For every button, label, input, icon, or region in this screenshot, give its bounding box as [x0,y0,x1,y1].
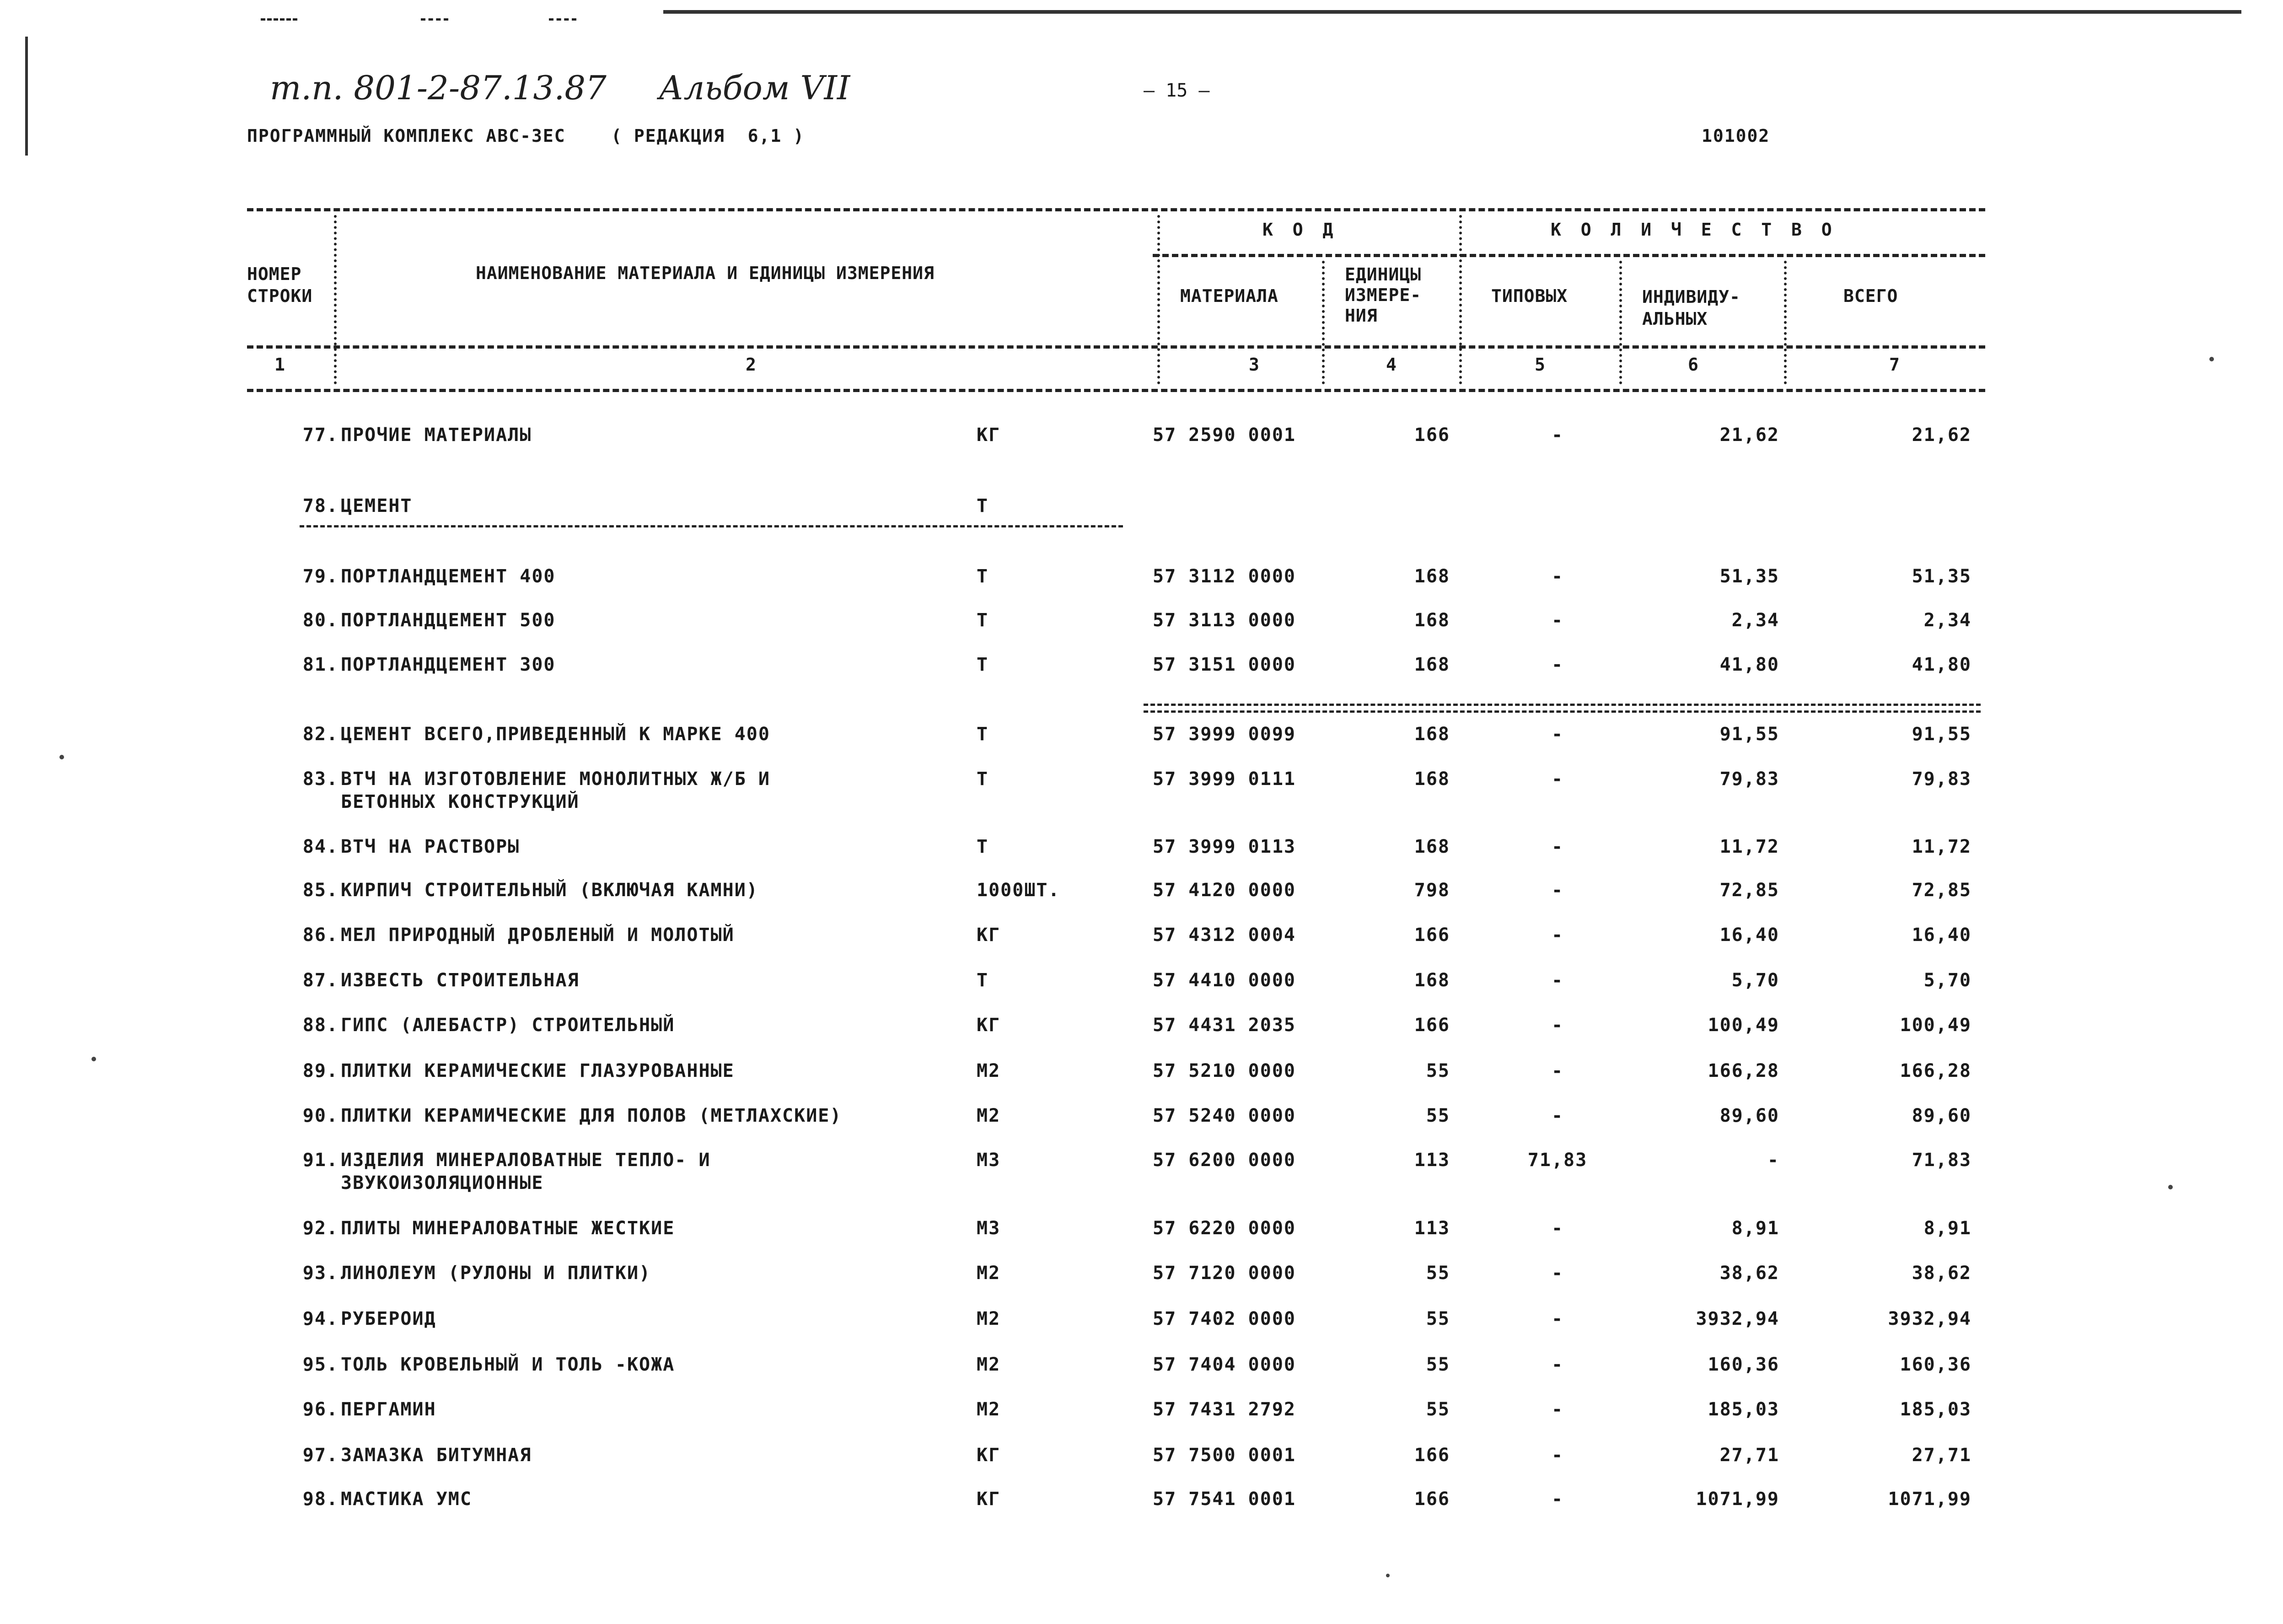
quantity-total: 27,71 [1912,1445,1971,1466]
cement-section-underline [300,525,1123,527]
row-number: 95. [302,1354,338,1375]
unit-code: 55 [1426,1060,1450,1081]
quantity-total: 21,62 [1912,425,1971,446]
column-header-material-code: МАТЕРИАЛА [1180,286,1278,306]
material-name: ГИПС (АЛЕБАСТР) СТРОИТЕЛЬНЫЙ [341,1015,675,1036]
quantity-individual: 8,91 [1731,1218,1779,1239]
unit-of-measure: КГ [977,925,1001,946]
material-name: ПЕРГАМИН [341,1399,436,1420]
quantity-individual: 91,55 [1719,724,1779,745]
quantity-total: 91,55 [1912,724,1971,745]
unit-code: 166 [1414,1015,1450,1036]
header-column-separator [1784,261,1787,384]
quantity-individual: 89,60 [1719,1105,1779,1126]
material-code: 57 4431 2035 [1153,1015,1296,1036]
quantity-total: 16,40 [1912,925,1971,946]
quantity-individual: 166,28 [1708,1060,1779,1081]
scan-speck [59,755,64,759]
unit-of-measure: М2 [977,1105,1001,1126]
material-name: ЦЕМЕНТ [341,495,413,516]
unit-of-measure: М3 [977,1150,1001,1171]
quantity-total: 160,36 [1900,1354,1971,1375]
row-number: 88. [302,1015,338,1036]
unit-of-measure: М2 [977,1354,1001,1375]
column-header-quantity-group: К О Л И Ч Е С Т В О [1551,220,1837,240]
quantity-total: 185,03 [1900,1399,1971,1420]
scan-top-dash [549,18,576,21]
material-code: 57 3112 0000 [1153,566,1296,587]
quantity-total: 166,28 [1900,1060,1971,1081]
quantity-individual: 2,34 [1731,610,1779,631]
column-header-typical: ТИПОВЫХ [1491,286,1568,306]
material-code: 57 3999 0111 [1153,769,1296,790]
unit-code: 166 [1414,425,1450,446]
column-header-individual: ИНДИВИДУ- АЛЬНЫХ [1642,287,1740,329]
unit-code: 55 [1426,1354,1450,1375]
quantity-typical: - [1551,1354,1564,1375]
unit-of-measure: КГ [977,1445,1001,1466]
quantity-typical: - [1551,654,1564,675]
quantity-individual: 41,80 [1719,654,1779,675]
unit-code: 113 [1414,1150,1450,1171]
unit-of-measure: М2 [977,1399,1001,1420]
quantity-individual: 21,62 [1719,425,1779,446]
unit-code: 55 [1426,1105,1450,1126]
quantity-total: 38,62 [1912,1263,1971,1284]
material-code: 57 7500 0001 [1153,1445,1296,1466]
unit-code: 166 [1414,925,1450,946]
unit-code: 113 [1414,1218,1450,1239]
unit-of-measure: Т [977,610,989,631]
row-number: 87. [302,970,338,991]
header-bottom-rule [247,345,1985,349]
material-code: 57 7404 0000 [1153,1354,1296,1375]
material-name: МЕЛ ПРИРОДНЫЙ ДРОБЛЕНЫЙ И МОЛОТЫЙ [341,925,735,946]
row-number: 77. [302,425,338,446]
scan-margin-mark [25,37,28,156]
header-column-separator [1157,215,1160,384]
quantity-individual: 72,85 [1719,880,1779,901]
column-header-total: ВСЕГО [1843,286,1898,306]
quantity-typical: - [1551,769,1564,790]
quantity-typical: - [1551,1218,1564,1239]
row-number: 80. [302,610,338,631]
unit-code: 166 [1414,1445,1450,1466]
unit-code: 55 [1426,1308,1450,1329]
row-number: 93. [302,1263,338,1284]
quantity-typical: - [1551,724,1564,745]
header-column-separator [1459,215,1462,384]
column-header-unit-code: ЕДИНИЦЫ ИЗМЕРЕ- НИЯ [1345,264,1422,326]
material-code: 57 3113 0000 [1153,610,1296,631]
material-name: ИЗДЕЛИЯ МИНЕРАЛОВАТНЫЕ ТЕПЛО- И [341,1150,711,1171]
unit-of-measure: 1000ШТ. [977,880,1060,901]
column-number-4: 4 [1386,355,1397,375]
unit-of-measure: КГ [977,1489,1001,1510]
row-number: 81. [302,654,338,675]
column-header-code-group: К О Д [1262,220,1338,240]
column-number-5: 5 [1535,355,1546,375]
unit-code: 168 [1414,769,1450,790]
quantity-individual: 11,72 [1719,836,1779,857]
material-code: 57 3151 0000 [1153,654,1296,675]
scan-top-dash [261,18,297,21]
quantity-typical: - [1551,1489,1564,1510]
row-number: 97. [302,1445,338,1466]
quantity-typical: - [1551,1105,1564,1126]
material-name: ЦЕМЕНТ ВСЕГО,ПРИВЕДЕННЫЙ К МАРКЕ 400 [341,724,770,745]
unit-code: 168 [1414,970,1450,991]
material-name: ПОРТЛАНДЦЕМЕНТ 400 [341,566,556,587]
unit-code: 798 [1414,880,1450,901]
unit-of-measure: Т [977,566,989,587]
material-code: 57 7541 0001 [1153,1489,1296,1510]
program-title: ПРОГРАММНЫЙ КОМПЛЕКС АВС-3ЕС ( РЕДАКЦИЯ 6,1 ) [247,126,805,146]
scan-speck [1386,1574,1390,1577]
quantity-typical: - [1551,925,1564,946]
material-name: ТОЛЬ КРОВЕЛЬНЫЙ И ТОЛЬ -КОЖА [341,1354,675,1375]
quantity-individual: 3932,94 [1696,1308,1779,1329]
column-numbers-rule [247,389,1985,392]
handwritten-project-reference: т.п. 801-2-87.13.87 [270,69,607,107]
material-name: ИЗВЕСТЬ СТРОИТЕЛЬНАЯ [341,970,580,991]
material-name: ПЛИТКИ КЕРАМИЧЕСКИЕ ГЛАЗУРОВАННЫЕ [341,1060,735,1081]
header-column-separator [334,215,337,384]
material-code: 57 4410 0000 [1153,970,1296,991]
scan-top-dash [421,18,448,21]
row-number: 85. [302,880,338,901]
material-name: ПЛИТЫ МИНЕРАЛОВАТНЫЕ ЖЕСТКИЕ [341,1218,675,1239]
table-top-rule [247,208,1985,211]
material-name: ПОРТЛАНДЦЕМЕНТ 500 [341,610,556,631]
material-name: ВТЧ НА ИЗГОТОВЛЕНИЕ МОНОЛИТНЫХ Ж/Б И [341,769,770,790]
unit-of-measure: КГ [977,1015,1001,1036]
quantity-typical: - [1551,1308,1564,1329]
cement-total-double-rule [1144,710,1981,713]
column-header-row-number: НОМЕР СТРОКИ [247,264,313,306]
material-name: ЛИНОЛЕУМ (РУЛОНЫ И ПЛИТКИ) [341,1263,651,1284]
handwritten-album-label: Альбом VII [659,69,850,107]
unit-code: 168 [1414,566,1450,587]
quantity-typical: - [1551,610,1564,631]
quantity-individual: 51,35 [1719,566,1779,587]
column-number-1: 1 [274,355,285,375]
quantity-individual: 79,83 [1719,769,1779,790]
material-code: 57 2590 0001 [1153,425,1296,446]
quantity-total: 5,70 [1923,970,1971,991]
quantity-typical: - [1551,1399,1564,1420]
unit-of-measure: Т [977,769,989,790]
row-number: 84. [302,836,338,857]
quantity-individual: 100,49 [1708,1015,1779,1036]
material-name: ВТЧ НА РАСТВОРЫ [341,836,520,857]
quantity-individual: 16,40 [1719,925,1779,946]
unit-of-measure: Т [977,970,989,991]
row-number: 89. [302,1060,338,1081]
quantity-total: 41,80 [1912,654,1971,675]
page-number: — 15 — [1144,80,1210,101]
quantity-total: 71,83 [1912,1150,1971,1171]
unit-code: 55 [1426,1399,1450,1420]
column-number-6: 6 [1688,355,1699,375]
scan-speck [2209,357,2214,361]
material-code: 57 5240 0000 [1153,1105,1296,1126]
unit-of-measure: М2 [977,1060,1001,1081]
material-code: 57 6200 0000 [1153,1150,1296,1171]
material-name: ЗАМАЗКА БИТУМНАЯ [341,1445,532,1466]
material-name-continuation: ЗВУКОИЗОЛЯЦИОННЫЕ [341,1172,544,1194]
scan-speck [91,1057,96,1061]
code-group-rule [1153,254,1985,257]
header-column-separator [1619,261,1622,384]
quantity-typical: - [1551,880,1564,901]
quantity-total: 72,85 [1912,880,1971,901]
unit-of-measure: Т [977,836,989,857]
quantity-typical: - [1551,970,1564,991]
quantity-individual: - [1767,1150,1779,1171]
material-name: КИРПИЧ СТРОИТЕЛЬНЫЙ (ВКЛЮЧАЯ КАМНИ) [341,880,758,901]
row-number: 90. [302,1105,338,1126]
column-number-3: 3 [1249,355,1260,375]
quantity-individual: 5,70 [1731,970,1779,991]
quantity-total: 51,35 [1912,566,1971,587]
quantity-typical: - [1551,1263,1564,1284]
unit-of-measure: Т [977,495,989,516]
row-number: 83. [302,769,338,790]
material-name: ПРОЧИЕ МАТЕРИАЛЫ [341,425,532,446]
quantity-individual: 1071,99 [1696,1489,1779,1510]
unit-code: 168 [1414,836,1450,857]
row-number: 79. [302,566,338,587]
quantity-individual: 38,62 [1719,1263,1779,1284]
quantity-typical: - [1551,1015,1564,1036]
material-name: ПОРТЛАНДЦЕМЕНТ 300 [341,654,556,675]
quantity-total: 3932,94 [1888,1308,1971,1329]
row-number: 91. [302,1150,338,1171]
quantity-typical: - [1551,1445,1564,1466]
cement-total-double-rule [1144,704,1981,706]
unit-of-measure: Т [977,724,989,745]
material-name: РУБЕРОИД [341,1308,436,1329]
material-code: 57 3999 0113 [1153,836,1296,857]
quantity-individual: 27,71 [1719,1445,1779,1466]
quantity-typical: - [1551,1060,1564,1081]
quantity-total: 1071,99 [1888,1489,1971,1510]
row-number: 92. [302,1218,338,1239]
material-code: 57 7120 0000 [1153,1263,1296,1284]
quantity-typical: - [1551,425,1564,446]
unit-code: 166 [1414,1489,1450,1510]
quantity-total: 79,83 [1912,769,1971,790]
material-code: 57 3999 0099 [1153,724,1296,745]
row-number: 94. [302,1308,338,1329]
column-number-2: 2 [746,355,757,375]
material-code: 57 7431 2792 [1153,1399,1296,1420]
unit-code: 168 [1414,654,1450,675]
material-code: 57 6220 0000 [1153,1218,1296,1239]
column-header-material-name: НАИМЕНОВАНИЕ МАТЕРИАЛА И ЕДИНИЦЫ ИЗМЕРЕНИЯ [476,263,935,283]
quantity-typical: - [1551,836,1564,857]
unit-code: 168 [1414,610,1450,631]
material-name-continuation: БЕТОННЫХ КОНСТРУКЦИЙ [341,791,580,812]
quantity-individual: 160,36 [1708,1354,1779,1375]
row-number: 86. [302,925,338,946]
quantity-total: 11,72 [1912,836,1971,857]
unit-of-measure: М2 [977,1308,1001,1329]
material-code: 57 4312 0004 [1153,925,1296,946]
material-code: 57 7402 0000 [1153,1308,1296,1329]
row-number: 98. [302,1489,338,1510]
quantity-typical: 71,83 [1527,1150,1588,1171]
quantity-total: 89,60 [1912,1105,1971,1126]
row-number: 78. [302,495,338,516]
quantity-individual: 185,03 [1708,1399,1779,1420]
document-code: 101002 [1702,126,1770,146]
material-name: ПЛИТКИ КЕРАМИЧЕСКИЕ ДЛЯ ПОЛОВ (МЕТЛАХСКИЕ) [341,1105,842,1126]
unit-of-measure: Т [977,654,989,675]
unit-code: 168 [1414,724,1450,745]
row-number: 96. [302,1399,338,1420]
quantity-total: 2,34 [1923,610,1971,631]
material-name: МАСТИКА УМС [341,1489,472,1510]
unit-of-measure: КГ [977,425,1001,446]
scan-speck [2168,1185,2173,1189]
header-column-separator [1322,261,1325,384]
quantity-total: 8,91 [1923,1218,1971,1239]
column-number-7: 7 [1889,355,1900,375]
unit-code: 55 [1426,1263,1450,1284]
unit-of-measure: М2 [977,1263,1001,1284]
quantity-total: 100,49 [1900,1015,1971,1036]
quantity-typical: - [1551,566,1564,587]
scan-top-edge-line [663,10,2241,14]
unit-of-measure: М3 [977,1218,1001,1239]
material-code: 57 4120 0000 [1153,880,1296,901]
row-number: 82. [302,724,338,745]
material-code: 57 5210 0000 [1153,1060,1296,1081]
